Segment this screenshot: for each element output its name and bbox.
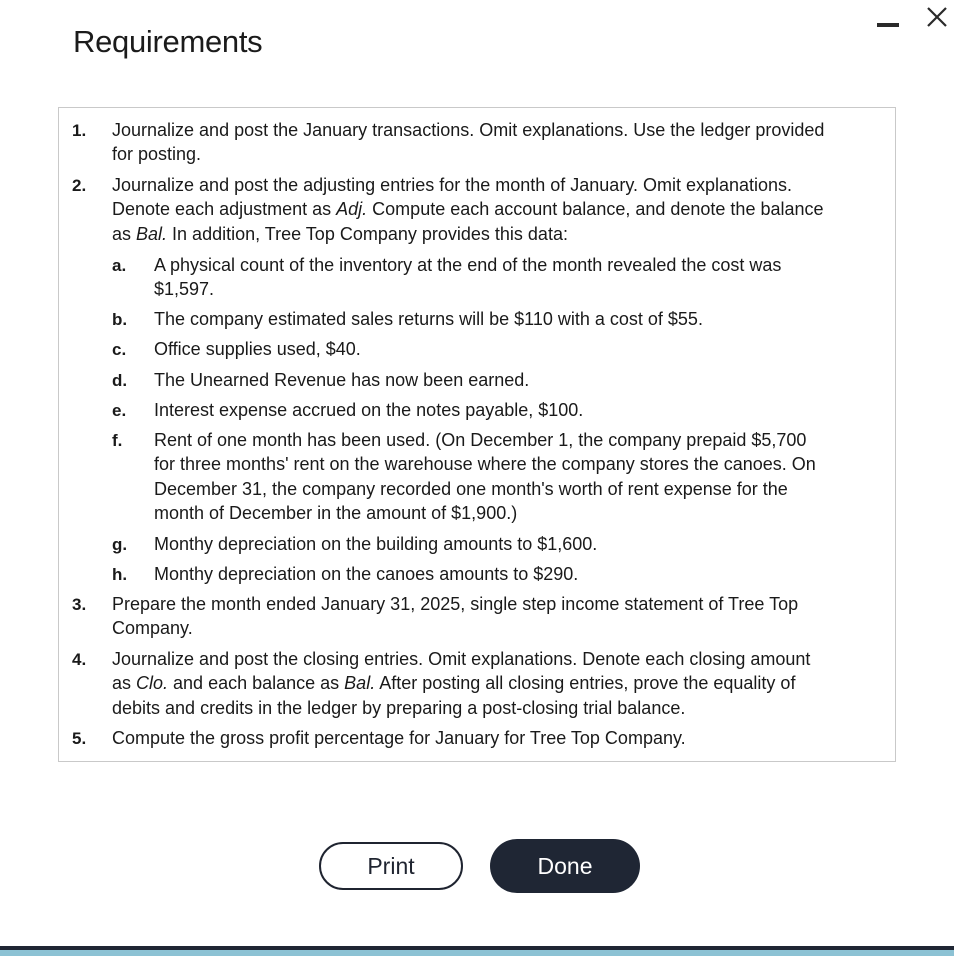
- requirement-text-line: as Clo. and each balance as Bal. After posting all closing entries, prove the equality of: [112, 673, 796, 694]
- requirement-item-number: 1.: [72, 121, 87, 140]
- requirement-text-line: Interest expense accrued on the notes payable, $100.: [154, 400, 584, 420]
- done-button[interactable]: Done: [490, 839, 640, 893]
- adjustment-item-number: f.: [112, 431, 123, 450]
- requirement-text-line: Rent of one month has been used. (On December 1, the company prepaid $5,700: [154, 430, 807, 450]
- requirement-text-line: Denote each adjustment as Adj. Compute each account balance, and denote the balance: [112, 199, 824, 220]
- requirement-text-line: The Unearned Revenue has now been earned.: [154, 370, 530, 390]
- adjustment-item-number: d.: [112, 371, 128, 390]
- print-button[interactable]: Print: [319, 842, 463, 890]
- minimize-icon: [877, 23, 899, 27]
- requirement-text-line: Company.: [112, 618, 193, 639]
- requirement-text-line: December 31, the company recorded one month's worth of rent expense for the: [154, 478, 788, 499]
- adjustment-item-number: c.: [112, 340, 127, 359]
- requirement-text-line: for three months' rent on the warehouse where the company stores the canoes. On: [154, 454, 816, 475]
- requirement-text-line: Prepare the month ended January 31, 2025, single step income statement of Tree Top: [112, 594, 799, 614]
- adjustment-item-number: e.: [112, 401, 127, 420]
- minimize-button[interactable]: [875, 16, 901, 34]
- requirement-text-line: Office supplies used, $40.: [154, 339, 361, 359]
- requirement-text-line: as Bal. In addition, Tree Top Company provides this data:: [112, 223, 568, 244]
- requirement-text-line: debits and credits in the ledger by preparing a post-closing trial balance.: [112, 697, 686, 718]
- requirement-text-line: Journalize and post the adjusting entries for the month of January. Omit explanations.: [112, 175, 793, 195]
- background-strip: [0, 950, 954, 956]
- requirement-item-number: 5.: [72, 729, 87, 748]
- close-icon: [924, 4, 950, 30]
- requirement-text-line: Monthy depreciation on the building amounts to $1,600.: [154, 534, 598, 554]
- requirement-text-line: The company estimated sales returns will be $110 with a cost of $55.: [154, 309, 703, 329]
- dialog-title: Requirements: [73, 24, 263, 59]
- requirement-text-line: Journalize and post the January transactions. Omit explanations. Use the ledger provided: [112, 120, 825, 140]
- requirement-text-line: Compute the gross profit percentage for January for Tree Top Company.: [112, 728, 686, 748]
- requirement-text-line: Journalize and post the closing entries. Omit explanations. Denote each closing amount: [112, 649, 811, 669]
- requirement-text-line: month of December in the amount of $1,900.): [154, 502, 518, 523]
- adjustment-item-number: b.: [112, 310, 128, 329]
- adjustment-item-number: h.: [112, 565, 128, 584]
- requirement-text-line: Monthy depreciation on the canoes amounts to $290.: [154, 564, 579, 584]
- close-button[interactable]: [924, 4, 950, 30]
- adjustment-item-number: g.: [112, 535, 128, 554]
- requirement-text-line: $1,597.: [154, 279, 215, 300]
- requirement-text-line: A physical count of the inventory at the end of the month revealed the cost was: [154, 255, 782, 275]
- requirement-text-line: for posting.: [112, 144, 202, 165]
- requirement-item-number: 4.: [72, 650, 87, 669]
- adjustment-item-number: a.: [112, 256, 127, 275]
- requirement-item-number: 2.: [72, 176, 87, 195]
- requirement-item-number: 3.: [72, 595, 87, 614]
